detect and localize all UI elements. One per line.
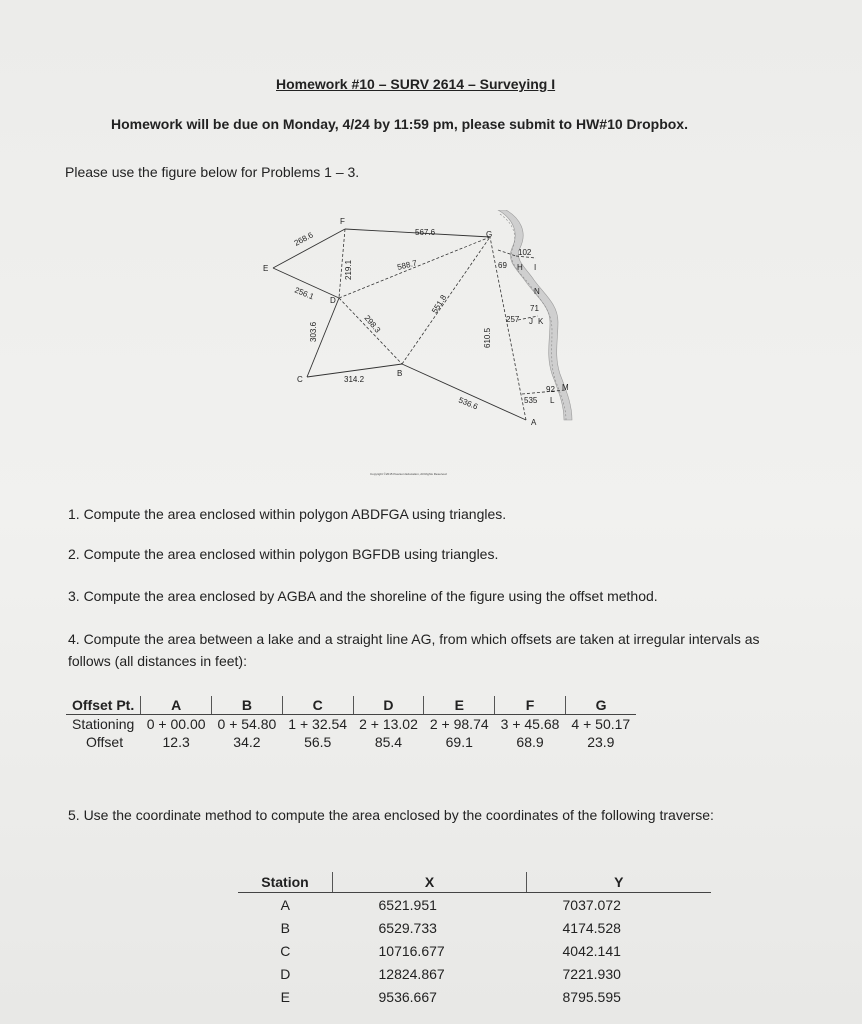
y-header: Y [527, 872, 711, 893]
stationing-row [66, 715, 636, 734]
point-label-c: C [297, 375, 303, 384]
station-cell: B [280, 919, 290, 936]
station-cell: C [280, 942, 291, 959]
offset-value: 69.1 [445, 734, 473, 750]
line-ba [402, 364, 526, 420]
dist-ed: 256.1 [293, 285, 316, 302]
dist-jk: 71 [530, 304, 539, 313]
table-row [238, 939, 711, 962]
coordinate-table [238, 872, 711, 1008]
dist-aj: 257 [506, 315, 520, 324]
point-label-i: I [534, 263, 537, 272]
dist-gh: 69 [498, 261, 507, 270]
offset-value: 12.3 [162, 734, 190, 750]
dist-cb: 314.2 [344, 375, 365, 384]
x-cell: 6521.951 [378, 896, 437, 913]
dist-hi: 102 [518, 248, 532, 257]
y-cell: 4042.141 [562, 942, 621, 959]
x-cell: 10716.677 [378, 942, 445, 959]
offset-point: A [141, 696, 212, 715]
offset-pt-header: Offset Pt. [66, 696, 141, 715]
stationing-label: Stationing [72, 716, 135, 732]
offset-value: 34.2 [233, 734, 261, 750]
point-label-n: N [534, 287, 540, 296]
stationing-value: 1 + 32.54 [288, 716, 348, 732]
station-header: Station [238, 872, 333, 893]
offset-point: G [565, 696, 636, 715]
point-label-f: F [340, 217, 345, 226]
dist-dg: 588.7 [396, 258, 418, 272]
offset-label: Offset [86, 734, 124, 750]
dist-ag: 610.5 [483, 327, 492, 348]
x-header: X [333, 872, 527, 893]
offset-table-header-row [66, 696, 636, 715]
station-cell: D [280, 965, 291, 982]
table-row [238, 893, 711, 917]
station-cell: A [280, 896, 290, 913]
y-cell: 8795.595 [562, 988, 621, 1005]
point-label-k: K [538, 317, 544, 326]
table-row [238, 916, 711, 939]
offset-point: B [212, 696, 283, 715]
y-cell: 7037.072 [562, 896, 621, 913]
problem-5: 5. Use the coordinate method to compute the area enclosed by the coordinates of the following traverse: [68, 807, 714, 823]
station-cell: E [280, 988, 290, 1005]
y-cell: 4174.528 [562, 919, 621, 936]
stationing-value: 2 + 13.02 [359, 716, 418, 732]
point-label-e: E [263, 264, 269, 273]
dist-ef: 268.6 [292, 230, 315, 248]
x-cell: 12824.867 [378, 965, 445, 982]
stationing-value: 0 + 00.00 [146, 716, 206, 732]
offset-row [66, 733, 636, 751]
dist-al: 535 [524, 396, 538, 405]
figure-intro: Please use the figure below for Problems 1 – 3. [65, 164, 360, 180]
problem-3: 3. Compute the area enclosed by AGBA and the shoreline of the figure using the offset method. [68, 588, 658, 604]
dist-ml: 92 [546, 385, 555, 394]
problem-4: 4. Compute the area between a lake and a straight line AG, from which offsets are taken at irregular intervals as follows (all distances in feet): [68, 631, 760, 669]
point-label-j: J [529, 317, 533, 326]
point-label-b: B [397, 369, 403, 378]
survey-figure [250, 210, 590, 480]
offset-value: 85.4 [374, 734, 403, 750]
dist-df: 219.1 [344, 259, 353, 280]
problem-1: 1. Compute the area enclosed within polygon ABDFGA using triangles. [68, 506, 507, 522]
offset-point: E [424, 696, 495, 715]
dist-bf: 551.8 [430, 293, 449, 316]
offset-jk [518, 316, 538, 320]
due-date-notice: Homework will be due on Monday, 4/24 by 11:59 pm, please submit to HW#10 Dropbox. [111, 116, 688, 132]
coordinate-table-header-row [238, 872, 711, 893]
dist-fg: 567.6 [415, 228, 436, 237]
problem-2: 2. Compute the area enclosed within polygon BGFDB using triangles. [68, 546, 499, 562]
table-row [238, 962, 711, 985]
point-label-a: A [531, 418, 537, 427]
stationing-value: 0 + 54.80 [217, 716, 277, 732]
point-label-g: G [486, 230, 493, 239]
point-label-d: D [330, 296, 336, 305]
offset-point: D [353, 696, 424, 715]
offset-point: C [282, 696, 353, 715]
dist-dc: 303.6 [309, 321, 318, 342]
line-db [339, 298, 402, 364]
stationing-value: 4 + 50.17 [571, 716, 631, 732]
table-row [238, 985, 711, 1008]
dist-db: 298.3 [362, 313, 383, 335]
offset-table [66, 696, 636, 751]
dist-ba: 536.6 [457, 395, 480, 412]
point-label-l: L [550, 396, 555, 405]
x-cell: 9536.667 [378, 988, 437, 1005]
point-label-h: H [517, 263, 523, 272]
page-title: Homework #10 – SURV 2614 – Surveying I [276, 76, 556, 92]
offset-value: 56.5 [304, 734, 332, 750]
offset-point: F [495, 696, 566, 715]
figure-copyright: Copyright ©2015 Pearson Education, All Rights Reserved [370, 472, 447, 476]
y-cell: 7221.930 [562, 965, 621, 982]
point-label-m: M [562, 383, 569, 392]
offset-value: 68.9 [516, 734, 544, 750]
offset-value: 23.9 [587, 734, 615, 750]
stationing-value: 3 + 45.68 [500, 716, 560, 732]
stationing-value: 2 + 98.74 [429, 716, 489, 732]
x-cell: 6529.733 [378, 919, 437, 936]
